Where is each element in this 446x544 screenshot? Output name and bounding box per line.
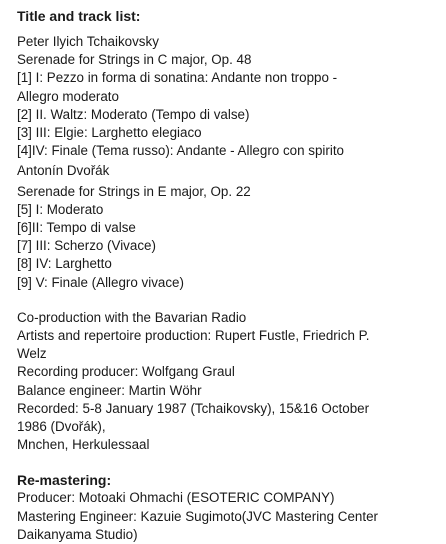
track-line: [3] III: Elgie: Larghetto elegiaco: [17, 125, 202, 141]
track-line: [4]IV: Finale (Tema russo): Andante - Allegro con spirito: [17, 143, 344, 159]
track-line: [1] I: Pezzo in forma di sonatina: Andante non troppo -: [17, 70, 338, 86]
credit-line: Mnchen, Herkulessaal: [17, 437, 150, 453]
track-line: [8] IV: Larghetto: [17, 256, 112, 272]
track-line: [2] II. Waltz: Moderato (Tempo di valse): [17, 106, 250, 122]
credit-line: Balance engineer: Martin Wöhr: [17, 382, 202, 398]
credit-line: Welz: [17, 346, 47, 362]
remastering-line: Mastering Engineer: Kazuie Sugimoto(JVC Mastering Center: [17, 508, 378, 524]
credit-line: Artists and repertoire production: Rupert Fustle, Friedrich P.: [17, 328, 370, 344]
work-serenade-c-major: Serenade for Strings in C major, Op. 48: [17, 52, 252, 68]
composer-tchaikovsky: Peter Ilyich Tchaikovsky: [17, 34, 159, 49]
remastering-line: Producer: Motoaki Ohmachi (ESOTERIC COMPANY): [17, 490, 335, 506]
credit-line: 1986 (Dvořák),: [17, 419, 106, 435]
track-line: [5] I: Moderato: [17, 201, 104, 217]
credit-line: Recording producer: Wolfgang Graul: [17, 364, 235, 380]
track-line: [6]II: Tempo di valse: [17, 220, 136, 236]
composer-dvorak: Antonín Dvořák: [17, 163, 110, 179]
credit-line: Recorded: 5-8 January 1987 (Tchaikovsky), 15&16 October: [17, 400, 370, 416]
credit-line: Co-production with the Bavarian Radio: [17, 309, 247, 325]
track-line: [9] V: Finale (Allegro vivace): [17, 274, 184, 290]
remastering-line: Daikanyama Studio): [17, 526, 138, 542]
remastering-heading: Re-mastering:: [17, 472, 112, 489]
track-line: Allegro moderato: [17, 88, 119, 104]
work-serenade-e-major: Serenade for Strings in E major, Op. 22: [17, 183, 251, 199]
track-list-heading: Title and track list:: [17, 8, 141, 24]
track-line: [7] III: Scherzo (Vivace): [17, 238, 156, 254]
document-page: [17, 7, 442, 544]
